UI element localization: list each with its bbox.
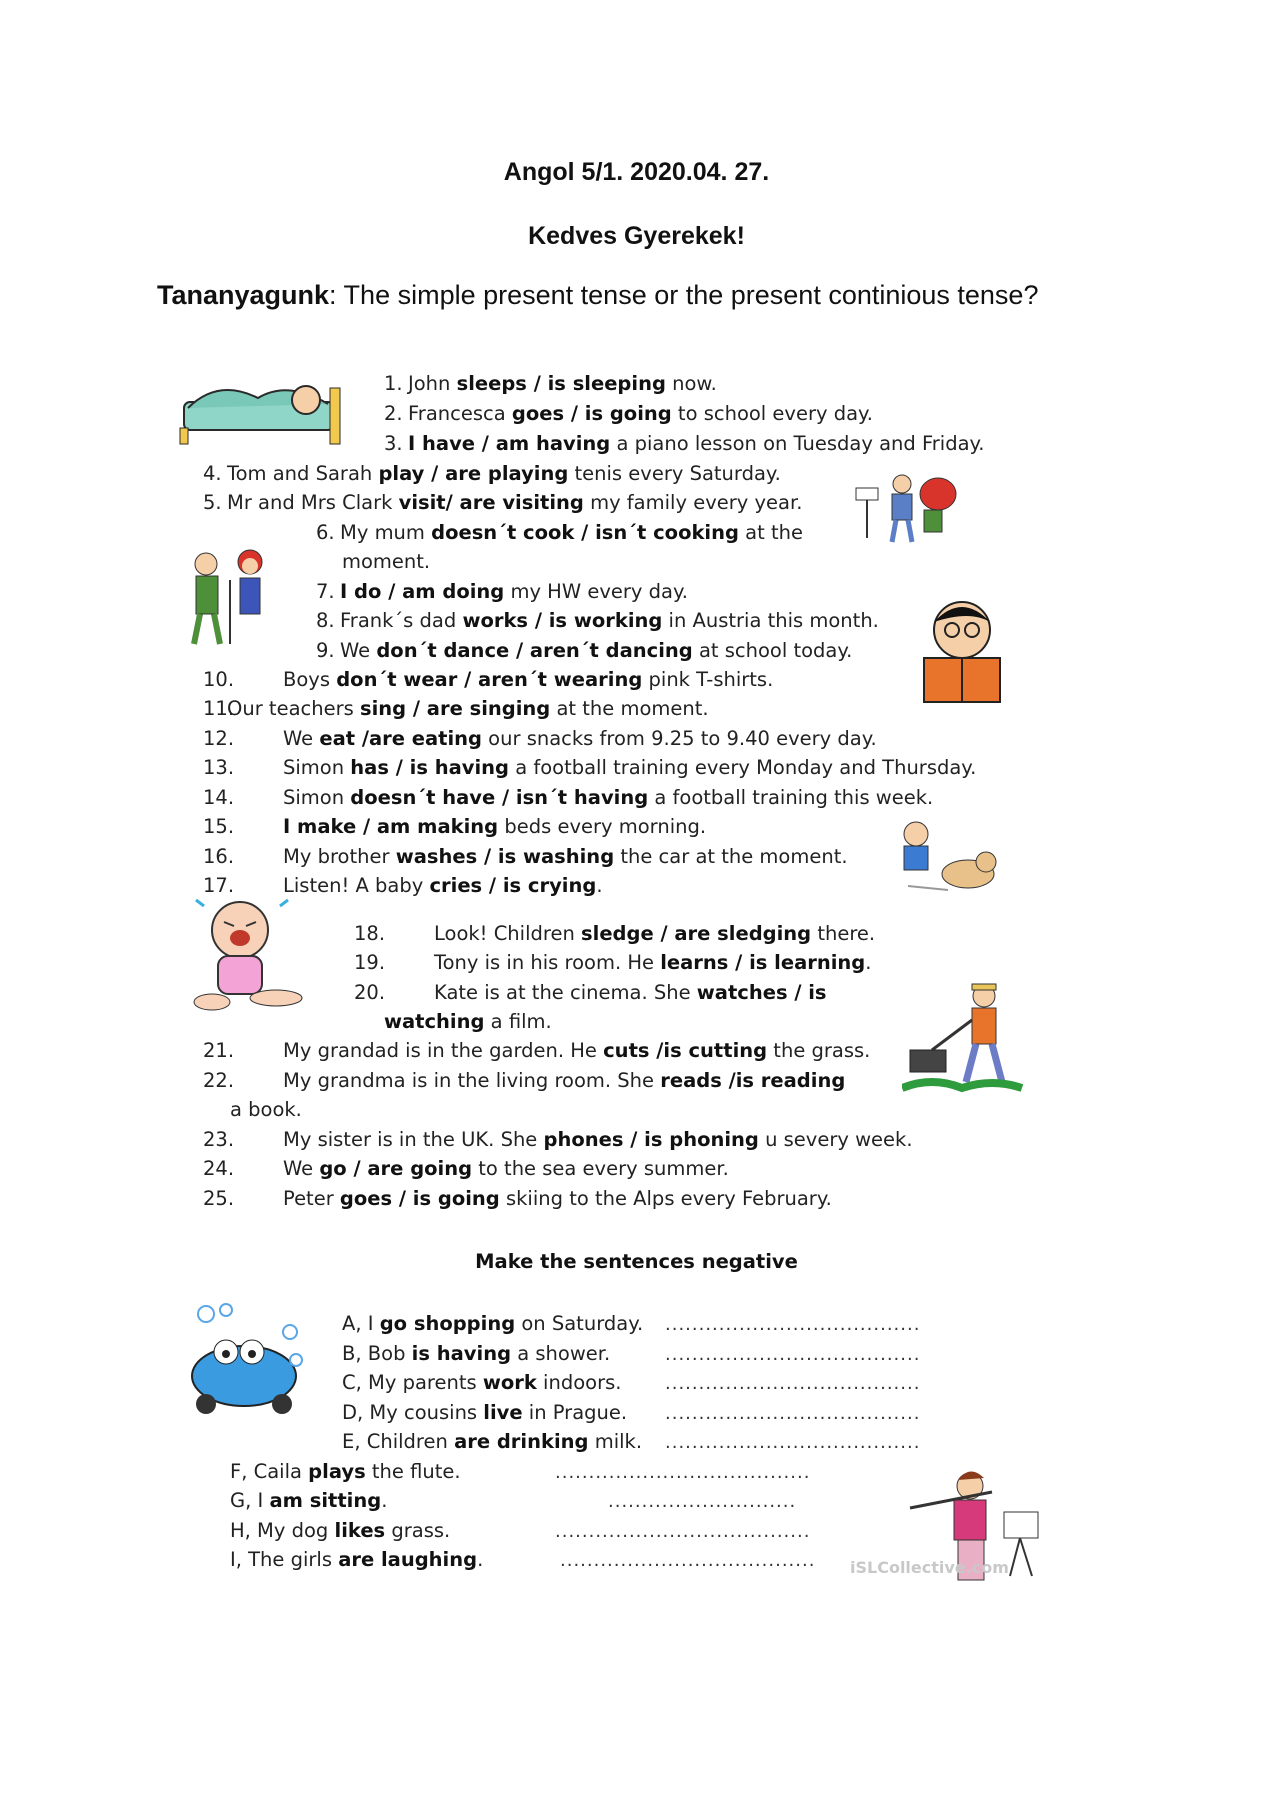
sentence-end: milk.: [588, 1430, 643, 1453]
washing-car-illustration: [186, 1302, 308, 1422]
sentence-start: E, Children: [342, 1430, 455, 1453]
item-number: 22.: [203, 1069, 235, 1092]
answer-blank[interactable]: ......................................: [665, 1432, 921, 1453]
exercise-1-item: [203, 1157, 729, 1181]
sentence-end: my family every year.: [583, 491, 803, 514]
exercise-1-item: [316, 609, 879, 633]
negative-item: [230, 1489, 387, 1513]
sentence-end: skiing to the Alps every February.: [499, 1187, 832, 1210]
exercise-1-item: [316, 521, 803, 545]
verb-options[interactable]: watching: [384, 1010, 485, 1033]
sentence-start: C, My parents: [342, 1371, 483, 1394]
sentence-end: on Saturday.: [515, 1312, 644, 1335]
item-number: 21.: [203, 1039, 235, 1062]
verb-options[interactable]: has / is having: [350, 756, 509, 779]
sentence-start: Peter: [283, 1187, 340, 1210]
sentence-start: Boys: [283, 668, 337, 691]
negative-item: [230, 1460, 461, 1484]
exercise-1-item: [384, 372, 717, 396]
verb-options[interactable]: visit/ are visiting: [398, 491, 584, 514]
sentence-start: Tony is in his room. He: [434, 951, 661, 974]
item-number: 3.: [384, 432, 403, 455]
item-number: 25.: [203, 1187, 235, 1210]
exercise-1-item: [384, 1010, 552, 1034]
sentence-end: .: [865, 951, 872, 974]
verb-options[interactable]: goes / is going: [511, 402, 672, 425]
answer-blank[interactable]: ......................................: [665, 1373, 921, 1394]
verb-options[interactable]: cuts /is cutting: [603, 1039, 768, 1062]
topic-label: Tananyagunk: [157, 280, 330, 310]
sentence-start: I, The girls: [230, 1548, 339, 1571]
verb-options[interactable]: learns / is learning: [660, 951, 866, 974]
verb-options[interactable]: go / are going: [319, 1157, 473, 1180]
exercise-1-item: [354, 981, 827, 1005]
sentence-start: Frank´s dad: [340, 609, 463, 632]
verb-options[interactable]: I make / am making: [283, 815, 499, 838]
verb-options[interactable]: reads /is reading: [660, 1069, 846, 1092]
exercise-1-item: [203, 845, 848, 869]
sleeping-boy-illustration: [178, 368, 346, 446]
negative-item: [342, 1312, 643, 1336]
sentence-end: to the sea every summer.: [472, 1157, 729, 1180]
answer-blank[interactable]: ......................................: [555, 1521, 811, 1542]
exercise-1-item: [316, 580, 688, 604]
verb-options[interactable]: eat /are eating: [319, 727, 482, 750]
item-number: 7.: [316, 580, 335, 603]
sentence-end: .: [381, 1489, 388, 1512]
item-number: 14.: [203, 786, 235, 809]
sentence-start: A, I: [342, 1312, 380, 1335]
family-travel-illustration: [852, 468, 962, 546]
singing-couple-illustration: [178, 540, 278, 652]
verb-phrase: are drinking: [454, 1430, 589, 1453]
sentence-end: a football training every Monday and Thursday.: [509, 756, 977, 779]
exercise-1-item: [342, 550, 430, 574]
sentence-end: in Austria this month.: [662, 609, 879, 632]
exercise-1-item: [203, 668, 773, 692]
verb-phrase: is having: [411, 1342, 512, 1365]
verb-options[interactable]: cries / is crying: [429, 874, 597, 897]
sentence-start: a book.: [230, 1098, 302, 1121]
negative-item: [342, 1371, 621, 1395]
exercise-1-item: [384, 402, 873, 426]
sentence-start: Kate is at the cinema. She: [434, 981, 697, 1004]
item-number: 12.: [203, 727, 235, 750]
sentence-end: our snacks from 9.25 to 9.40 every day.: [481, 727, 877, 750]
item-number: 1.: [384, 372, 403, 395]
sentence-start: G, I: [230, 1489, 270, 1512]
grandad-mowing-illustration: [902, 980, 1024, 1098]
crying-baby-illustration: [190, 898, 312, 1018]
verb-phrase: likes: [334, 1519, 386, 1542]
sentence-end: the flute.: [365, 1460, 461, 1483]
item-number: 15.: [203, 815, 235, 838]
sentence-start: My brother: [283, 845, 396, 868]
negative-item: [230, 1548, 483, 1572]
item-number: 11.: [203, 697, 235, 720]
answer-blank[interactable]: ......................................: [665, 1403, 921, 1424]
exercise-1-item: [203, 756, 976, 780]
verb-options[interactable]: sing / are singing: [359, 697, 551, 720]
exercise-1-item: [203, 786, 933, 810]
verb-options[interactable]: goes / is going: [339, 1187, 500, 1210]
exercise-1-item: [316, 639, 852, 663]
item-number: 23.: [203, 1128, 235, 1151]
verb-phrase: am sitting: [269, 1489, 382, 1512]
sentence-start: We: [283, 1157, 320, 1180]
sentence-start: F, Caila: [230, 1460, 309, 1483]
item-number: 20.: [354, 981, 386, 1004]
item-number: 8.: [316, 609, 335, 632]
item-number: 16.: [203, 845, 235, 868]
sentence-end: to school every day.: [671, 402, 873, 425]
sentence-end: a shower.: [511, 1342, 611, 1365]
item-number: 6.: [316, 521, 335, 544]
sentence-start: D, My cousins: [342, 1401, 484, 1424]
sentence-start: My grandad is in the garden. He: [283, 1039, 604, 1062]
reading-boy-illustration: [910, 596, 1014, 706]
exercise-1-item: [203, 491, 802, 515]
sentence-end: at school today.: [692, 639, 853, 662]
sentence-start: Simon: [283, 786, 351, 809]
exercise-1-item: [203, 1187, 832, 1211]
sentence-start: We: [340, 639, 377, 662]
answer-blank[interactable]: ......................................: [665, 1314, 921, 1335]
exercise-1-item: [203, 727, 877, 751]
negative-item: [230, 1519, 450, 1543]
sentence-end: indoors.: [536, 1371, 622, 1394]
item-number: 5.: [203, 491, 222, 514]
verb-options[interactable]: washes / is washing: [395, 845, 615, 868]
answer-blank[interactable]: ......................................: [665, 1344, 921, 1365]
verb-options[interactable]: I do / am doing: [340, 580, 505, 603]
sentence-start: Look! Children: [434, 922, 582, 945]
sentence-end: at the: [738, 521, 803, 544]
sentence-end: now.: [665, 372, 717, 395]
item-number: 17.: [203, 874, 235, 897]
exercise-1-item: [384, 432, 985, 456]
sentence-end: .: [477, 1548, 484, 1571]
exercise-1-item: [354, 951, 871, 975]
verb-phrase: are laughing: [338, 1548, 478, 1571]
sentence-start: Our teachers: [227, 697, 360, 720]
sentence-end: there.: [811, 922, 876, 945]
answer-blank[interactable]: ......................................: [560, 1550, 816, 1571]
sentence-start: My sister is in the UK. She: [283, 1128, 544, 1151]
verb-phrase: go shopping: [379, 1312, 516, 1335]
exercise-1-item: [354, 922, 875, 946]
sentence-start: moment.: [342, 550, 431, 573]
topic-line: [157, 280, 1038, 311]
sentence-end: a football training this week.: [648, 786, 934, 809]
negative-item: [342, 1401, 627, 1425]
sentence-end: a piano lesson on Tuesday and Friday.: [610, 432, 985, 455]
verb-options[interactable]: watches / is: [696, 981, 827, 1004]
exercise-1-item: [203, 1039, 870, 1063]
sentence-start: Listen! A baby: [283, 874, 430, 897]
sentence-start: Tom and Sarah: [227, 462, 379, 485]
answer-blank[interactable]: ......................................: [555, 1462, 811, 1483]
sentence-end: in Prague.: [522, 1401, 628, 1424]
sentence-start: Francesca: [408, 402, 512, 425]
item-number: 2.: [384, 402, 403, 425]
verb-options[interactable]: works / is working: [462, 609, 663, 632]
exercise-1-item: [203, 1128, 913, 1152]
verb-options[interactable]: phones / is phoning: [543, 1128, 759, 1151]
sentence-end: a film.: [484, 1010, 552, 1033]
sentence-end: my HW every day.: [504, 580, 688, 603]
verb-options[interactable]: I have / am having: [408, 432, 611, 455]
sentence-start: Mr and Mrs Clark: [227, 491, 399, 514]
item-number: 4.: [203, 462, 222, 485]
exercise-1-item: [230, 1098, 302, 1122]
exercise-1-item: [203, 1069, 845, 1093]
item-number: 18.: [354, 922, 386, 945]
sentence-end: pink T-shirts.: [642, 668, 774, 691]
sentence-end: .: [596, 874, 603, 897]
verb-options[interactable]: doesn´t have / isn´t having: [350, 786, 649, 809]
verb-options[interactable]: don´t wear / aren´t wearing: [336, 668, 643, 691]
sentence-end: beds every morning.: [498, 815, 707, 838]
sentence-start: We: [283, 727, 320, 750]
sentence-end: grass.: [385, 1519, 451, 1542]
verb-options[interactable]: doesn´t cook / isn´t cooking: [431, 521, 739, 544]
topic-text: : The simple present tense or the present continious tense?: [329, 280, 1039, 310]
item-number: 24.: [203, 1157, 235, 1180]
greeting: Kedves Gyerekek!: [528, 222, 745, 250]
negative-item: [342, 1430, 642, 1454]
verb-phrase: live: [483, 1401, 523, 1424]
sentence-start: My grandma is in the living room. She: [283, 1069, 661, 1092]
sentence-start: My mum: [340, 521, 432, 544]
exercise-1-item: [203, 815, 706, 839]
sentence-end: the car at the moment.: [614, 845, 848, 868]
verb-options[interactable]: play / are playing: [378, 462, 569, 485]
washing-dog-illustration: [888, 816, 1004, 898]
item-number: 9.: [316, 639, 335, 662]
negative-item: [342, 1342, 610, 1366]
verb-options[interactable]: don´t dance / aren´t dancing: [376, 639, 693, 662]
page-title: Angol 5/1. 2020.04. 27.: [503, 158, 770, 186]
exercise-1-item: [203, 697, 709, 721]
sentence-start: John: [408, 372, 457, 395]
sentence-end: the grass.: [767, 1039, 871, 1062]
exercise-2-title: Make the sentences negative: [475, 1250, 798, 1273]
verb-phrase: plays: [308, 1460, 366, 1483]
answer-blank[interactable]: ............................: [608, 1491, 797, 1512]
verb-options[interactable]: sleeps / is sleeping: [456, 372, 666, 395]
item-number: 10.: [203, 668, 235, 691]
sentence-end: u severy week.: [758, 1128, 913, 1151]
verb-options[interactable]: sledge / are sledging: [581, 922, 812, 945]
sentence-start: H, My dog: [230, 1519, 335, 1542]
verb-phrase: work: [482, 1371, 537, 1394]
sentence-end: at the moment.: [550, 697, 709, 720]
sentence-start: B, Bob: [342, 1342, 412, 1365]
sentence-start: Simon: [283, 756, 351, 779]
exercise-1-item: [203, 462, 781, 486]
item-number: 13.: [203, 756, 235, 779]
exercise-1-item: [203, 874, 603, 898]
item-number: 19.: [354, 951, 386, 974]
watermark: iSLCollective.com: [850, 1558, 1009, 1577]
sentence-end: tenis every Saturday.: [568, 462, 781, 485]
